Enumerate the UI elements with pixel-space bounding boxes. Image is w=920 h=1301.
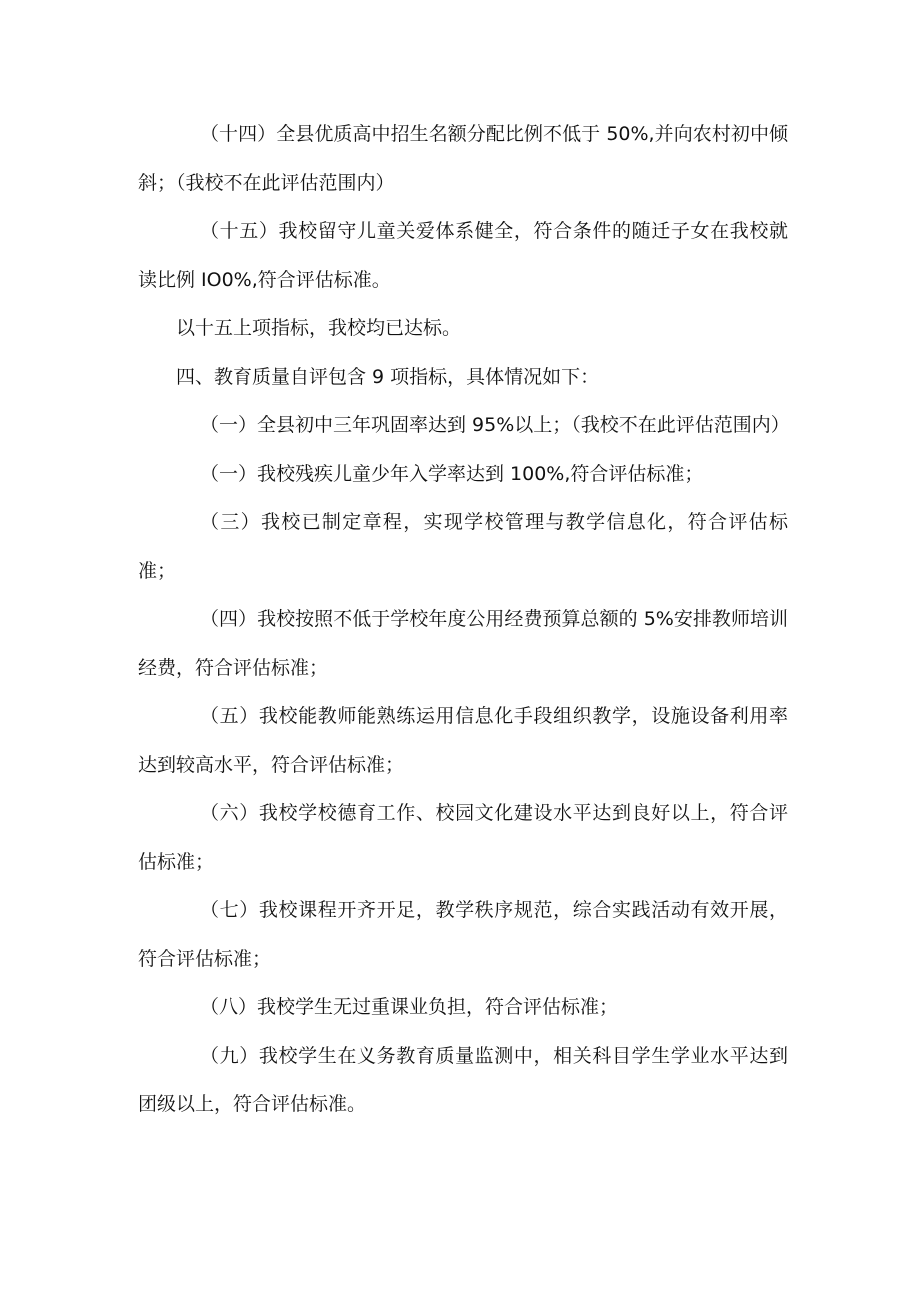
quality-item-7: （七）我校课程开齐开足，教学秩序规范，综合实践活动有效开展，符合评估标准； xyxy=(138,899,788,970)
paragraph-summary: 以十五上项指标，我校均已达标。 xyxy=(176,317,462,339)
quality-item-1: （一）全县初中三年巩固率达到 95%以上；（我校不在此评估范围内） xyxy=(200,414,790,436)
section-heading-4: 四、教育质量自评包含 9 项指标，具体情况如下： xyxy=(176,365,600,388)
quality-item-2: （一）我校残疾儿童少年入学率达到 100%,符合评估标准； xyxy=(200,462,704,485)
quality-item-9: （九）我校学生在义务教育质量监测中，相关科目学生学业水平达到团级以上，符合评估标准。 xyxy=(138,1044,788,1115)
paragraph-item-14: （十四）全县优质高中招生名额分配比例不低于 50%,并向农村初中倾斜；（我校不在此评估范围内） xyxy=(138,123,788,194)
quality-item-4: （四）我校按照不低于学校年度公用经费预算总额的 5%安排教师培训经费，符合评估标准； xyxy=(138,608,788,679)
paragraph-item-15: （十五）我校留守儿童关爱体系健全，符合条件的随迁子女在我校就读比例 IO0%,符合评估标准。 xyxy=(138,220,788,291)
document-body xyxy=(138,110,788,1129)
quality-item-3: （三）我校已制定章程，实现学校管理与教学信息化，符合评估标准； xyxy=(138,511,788,582)
quality-item-6: （六）我校学校德育工作、校园文化建设水平达到良好以上，符合评估标准； xyxy=(138,802,788,873)
quality-item-5: （五）我校能教师能熟练运用信息化手段组织教学，设施设备利用率达到较高水平，符合评估标准； xyxy=(138,705,788,776)
quality-item-8: （八）我校学生无过重课业负担，符合评估标准； xyxy=(200,996,619,1018)
